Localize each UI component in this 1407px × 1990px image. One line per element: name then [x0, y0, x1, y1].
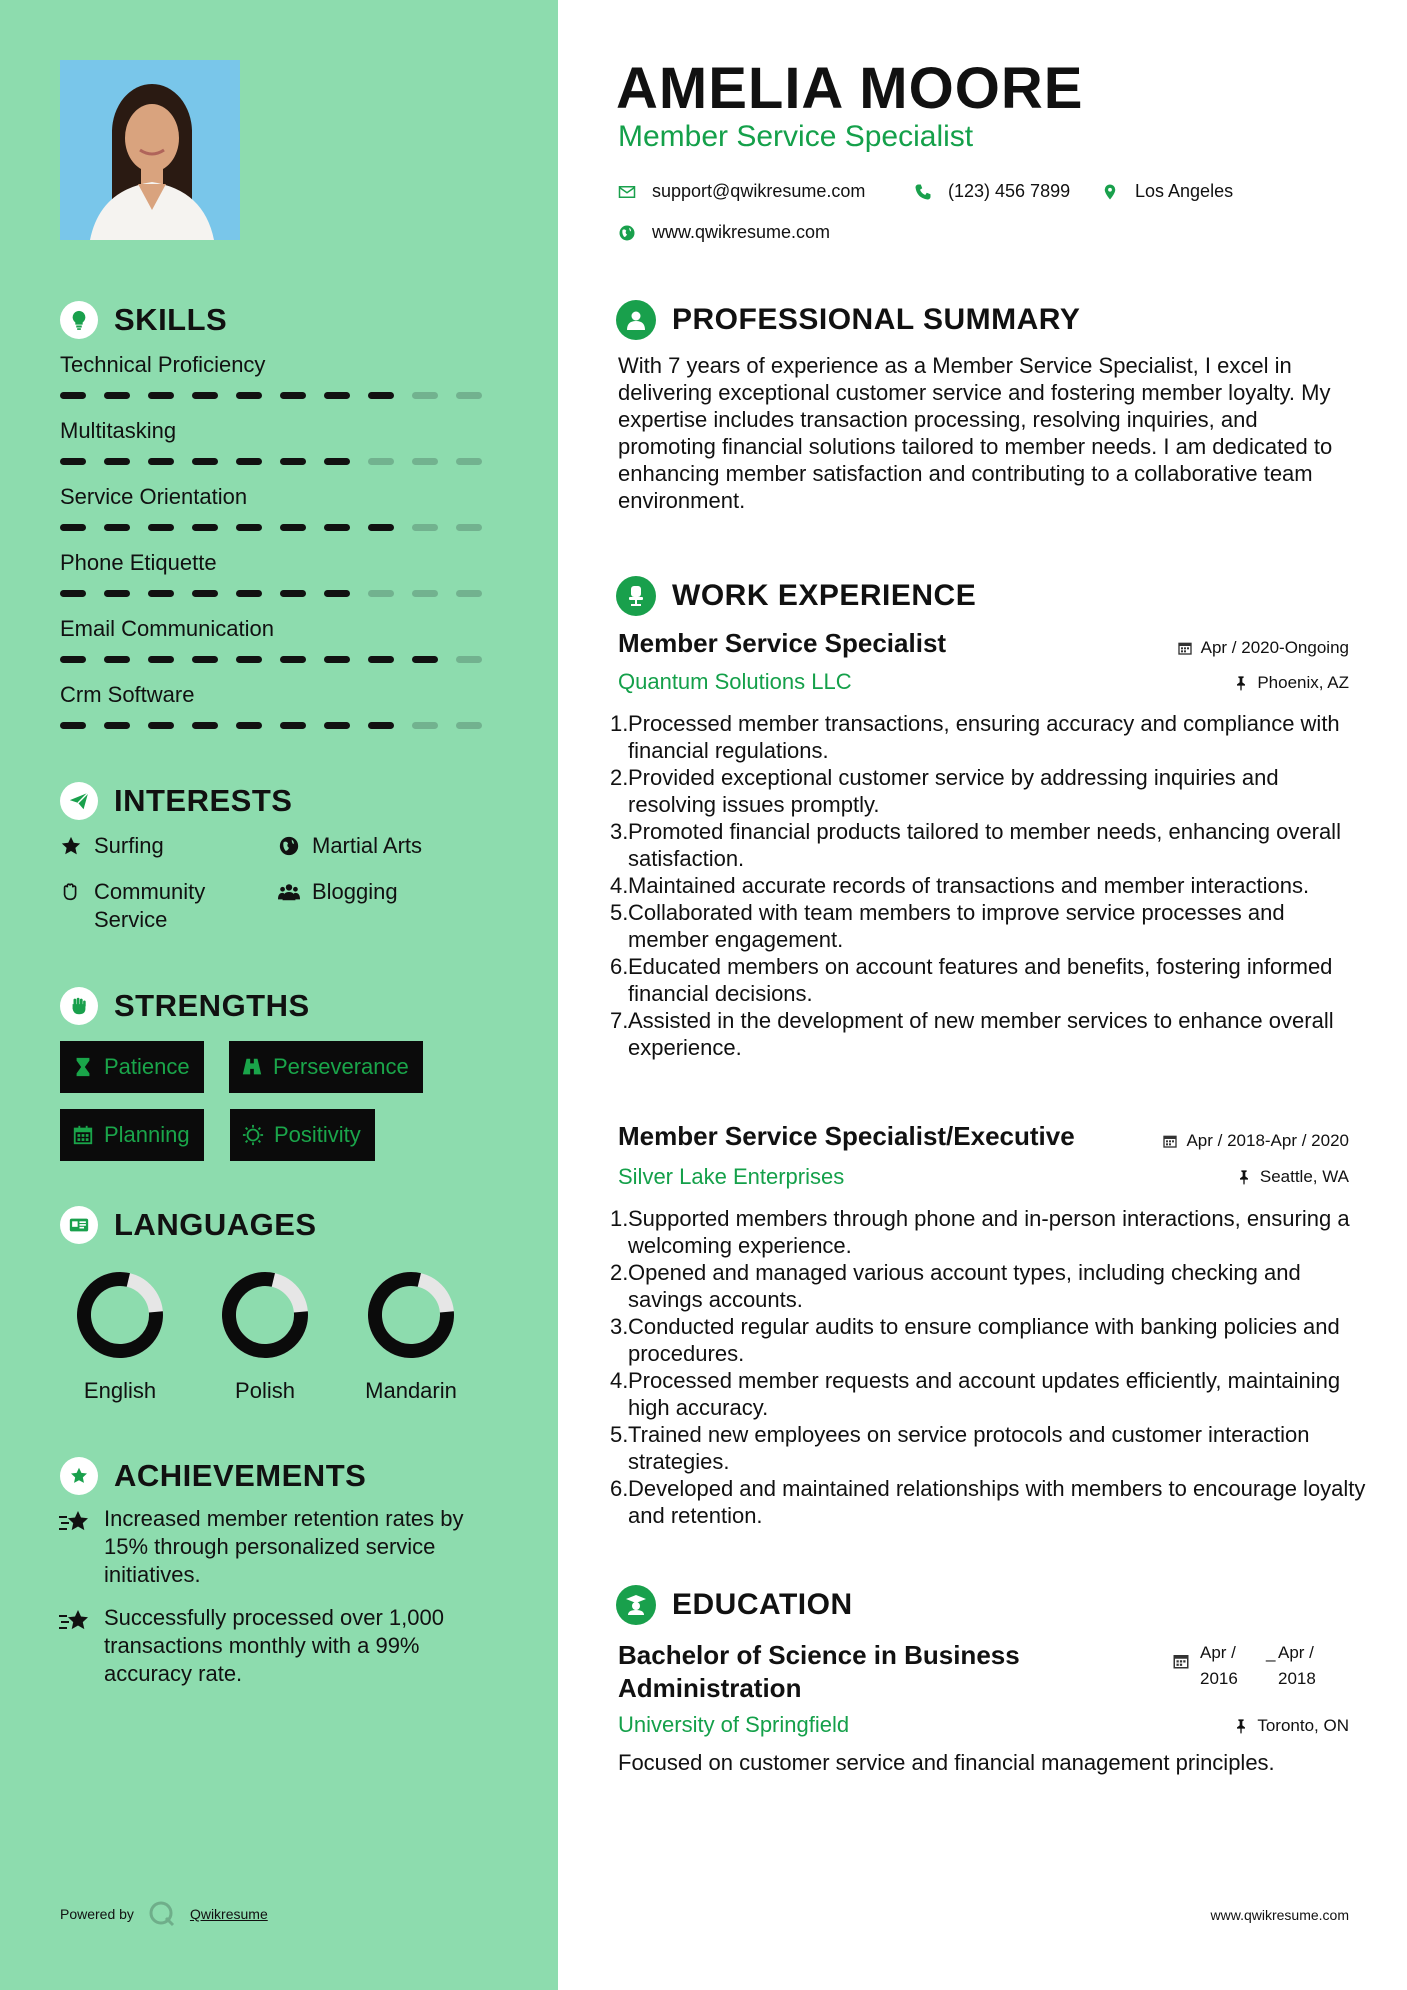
- hourglass-icon: [72, 1056, 94, 1078]
- skill-level-segment: [148, 458, 174, 465]
- skill-level-segment: [104, 590, 130, 597]
- interest-martial-arts: [276, 832, 422, 860]
- pushpin-icon: [1236, 1169, 1252, 1185]
- strengths-heading: [60, 987, 310, 1025]
- binoculars-icon: [241, 1056, 263, 1078]
- skill-level-segment: [104, 722, 130, 729]
- list-text: Processed member transactions, ensuring accuracy and compliance with financial regulations.: [628, 711, 1340, 763]
- skill-level-segment: [456, 722, 482, 729]
- language-donut: [75, 1270, 165, 1360]
- list-text: Maintained accurate records of transactions and member interactions.: [628, 873, 1310, 898]
- id-card-icon: [60, 1206, 98, 1244]
- main-content: [558, 0, 1407, 1990]
- list-item: [610, 764, 1366, 818]
- skill-level-segment: [456, 458, 482, 465]
- skill-level-segment: [192, 590, 218, 597]
- skill-level-segment: [280, 722, 306, 729]
- skills-heading: [60, 301, 227, 339]
- skill-name: Phone Etiquette: [60, 550, 217, 575]
- powered-by-label: Powered by: [60, 1906, 134, 1922]
- skill-level-segment: [456, 524, 482, 531]
- interest-surfing: [58, 832, 164, 860]
- degree-title: Bachelor of Science in Business Administration: [618, 1640, 1020, 1703]
- skill-level-segment: [60, 392, 86, 399]
- job-location-text: Phoenix, AZ: [1257, 673, 1349, 692]
- skill-level-bar: [60, 590, 500, 597]
- strength-label: Patience: [104, 1054, 190, 1079]
- skill-level-segment: [148, 392, 174, 399]
- list-text: Provided exceptional customer service by addressing inquiries and resolving issues promptly.: [628, 765, 1279, 817]
- globe-icon: [276, 833, 302, 859]
- skill-level-segment: [280, 458, 306, 465]
- calendar-icon: [1177, 640, 1193, 656]
- skill-level-segment: [456, 392, 482, 399]
- skill-level-segment: [236, 722, 262, 729]
- skill-level-segment: [456, 590, 482, 597]
- list-item: [610, 1205, 1366, 1259]
- map-pin-icon: [1101, 183, 1119, 201]
- list-item: [610, 872, 1366, 899]
- job-bullets: [610, 1205, 1366, 1529]
- skill-level-segment: [368, 722, 394, 729]
- education-start: Apr / 2016: [1200, 1643, 1238, 1688]
- list-text: Developed and maintained relationships with members to encourage loyalty and retention.: [628, 1476, 1366, 1528]
- job-location: [1236, 1167, 1349, 1187]
- lightbulb-icon: [60, 301, 98, 339]
- summary-title: PROFESSIONAL SUMMARY: [672, 303, 1081, 336]
- skill-item: [60, 416, 500, 465]
- skill-level-segment: [456, 656, 482, 663]
- experience-title: WORK EXPERIENCE: [672, 579, 977, 612]
- skill-level-segment: [148, 524, 174, 531]
- calendar-icon: [1162, 1133, 1178, 1149]
- list-text: Educated members on account features and benefits, fostering informed financial decisions.: [628, 954, 1333, 1006]
- job-title: Member Service Specialist: [618, 628, 947, 658]
- skill-name: Email Communication: [60, 616, 274, 641]
- skill-name: Multitasking: [60, 418, 177, 443]
- skill-item: [60, 350, 500, 399]
- skills-title: SKILLS: [114, 302, 228, 337]
- skill-level-segment: [104, 656, 130, 663]
- skill-level-segment: [368, 458, 394, 465]
- contact-phone[interactable]: [914, 181, 1070, 202]
- skill-level-segment: [60, 524, 86, 531]
- fist-icon: [60, 987, 98, 1025]
- skill-level-segment: [280, 590, 306, 597]
- language-item: [205, 1270, 325, 1404]
- achievement-item: [58, 1505, 508, 1589]
- date-separator: _: [1266, 1643, 1276, 1662]
- graduate-icon: [616, 1585, 656, 1625]
- pushpin-icon: [1233, 675, 1249, 691]
- skill-level-segment: [412, 656, 438, 663]
- job-location: [1233, 673, 1349, 693]
- email-text: support@qwikresume.com: [652, 181, 866, 201]
- calendar-icon: [1172, 1652, 1190, 1670]
- skill-level-segment: [324, 392, 350, 399]
- education-dates: [1172, 1640, 1338, 1692]
- phone-text: (123) 456 7899: [948, 181, 1071, 201]
- skill-level-segment: [148, 656, 174, 663]
- list-number: 2.: [610, 1260, 629, 1285]
- list-text: Assisted in the development of new member services to enhance overall experience.: [628, 1008, 1334, 1060]
- list-number: 5.: [610, 1422, 629, 1447]
- education-heading: [616, 1585, 853, 1625]
- list-text: Collaborated with team members to improve service processes and member engagement.: [628, 900, 1285, 952]
- interests-title: INTERESTS: [114, 783, 293, 818]
- skill-level-segment: [236, 392, 262, 399]
- skill-level-segment: [324, 524, 350, 531]
- skill-level-segment: [324, 590, 350, 597]
- skill-level-bar: [60, 392, 500, 399]
- strength-tag: [60, 1109, 204, 1161]
- list-item: [610, 899, 1366, 953]
- qwikresume-link[interactable]: Qwikresume: [189, 1906, 268, 1922]
- skill-level-bar: [60, 524, 500, 531]
- skill-name: Technical Proficiency: [60, 352, 266, 377]
- list-number: 5.: [610, 900, 629, 925]
- star-burst-icon: [60, 1457, 98, 1495]
- achievement-item: [58, 1604, 508, 1688]
- contact-website[interactable]: [618, 222, 830, 243]
- list-item: [610, 1475, 1366, 1529]
- list-number: 7.: [610, 1008, 629, 1033]
- interest-label: Community Service: [94, 879, 206, 932]
- company-name: Silver Lake Enterprises: [618, 1164, 845, 1189]
- education-location-text: Toronto, ON: [1257, 1716, 1349, 1735]
- achievement-text: Successfully processed over 1,000 transactions monthly with a 99% accuracy rate.: [104, 1605, 444, 1686]
- contact-email[interactable]: [618, 181, 865, 202]
- skill-level-bar: [60, 656, 500, 663]
- globe-icon: [618, 224, 636, 242]
- list-number: 3.: [610, 819, 629, 844]
- language-name: Polish: [235, 1378, 295, 1403]
- language-donut: [220, 1270, 310, 1360]
- skill-level-segment: [148, 722, 174, 729]
- skill-item: [60, 680, 500, 729]
- skill-level-segment: [236, 590, 262, 597]
- interests-heading: [60, 782, 292, 820]
- star-icon: [58, 833, 84, 859]
- list-text: Opened and managed various account types, including checking and savings accounts.: [628, 1260, 1301, 1312]
- list-text: Promoted financial products tailored to member needs, enhancing overall satisfaction.: [628, 819, 1341, 871]
- skill-level-bar: [60, 722, 500, 729]
- job-location-text: Seattle, WA: [1259, 1167, 1349, 1186]
- skill-level-segment: [324, 656, 350, 663]
- list-number: 2.: [610, 765, 629, 790]
- job-title: Member Service Specialist/Executive: [618, 1121, 1075, 1151]
- education-location: [1233, 1716, 1349, 1736]
- website-text: www.qwikresume.com: [652, 222, 831, 242]
- skill-level-segment: [192, 392, 218, 399]
- sun-icon: [242, 1124, 264, 1146]
- skill-level-segment: [368, 590, 394, 597]
- user-icon: [616, 300, 656, 340]
- skill-item: [60, 614, 500, 663]
- strength-tag: [60, 1041, 204, 1093]
- skill-level-segment: [412, 458, 438, 465]
- skill-item: [60, 548, 500, 597]
- strength-tag: [229, 1041, 423, 1093]
- hand-icon: [58, 879, 84, 905]
- strength-label: Planning: [104, 1122, 190, 1147]
- achievements-heading: [60, 1457, 366, 1495]
- languages-heading: [60, 1206, 317, 1244]
- skill-level-segment: [104, 458, 130, 465]
- candidate-name: AMELIA MOORE: [616, 56, 1084, 121]
- job-dates: [1177, 638, 1349, 658]
- strengths-title: STRENGTHS: [114, 988, 310, 1023]
- education-title: EDUCATION: [672, 1588, 853, 1621]
- experience-heading: [616, 576, 976, 616]
- skill-level-segment: [104, 524, 130, 531]
- skill-level-segment: [412, 590, 438, 597]
- skill-level-segment: [60, 590, 86, 597]
- skill-level-segment: [192, 722, 218, 729]
- paper-plane-icon: [60, 782, 98, 820]
- list-number: 6.: [610, 1476, 629, 1501]
- skill-level-segment: [236, 656, 262, 663]
- skill-level-segment: [412, 722, 438, 729]
- list-text: Processed member requests and account updates efficiently, maintaining high accuracy.: [628, 1368, 1341, 1420]
- skill-level-segment: [192, 656, 218, 663]
- skill-level-segment: [280, 392, 306, 399]
- profile-photo: [60, 60, 240, 240]
- school-name: University of Springfield: [618, 1712, 850, 1737]
- skill-level-segment: [368, 656, 394, 663]
- summary-text: With 7 years of experience as a Member Service Specialist, I excel in delivering exceptional customer service and fostering member loyalty. My expertise includes transaction processing, resolving inquiries, and promoting financial solutions tailored to member needs. I am dedicated to enhancing member satisfaction and contributing to a collaborative team environment.: [618, 353, 1333, 513]
- languages-title: LANGUAGES: [114, 1207, 317, 1242]
- candidate-title: Member Service Specialist: [618, 120, 974, 153]
- sidebar: [0, 0, 558, 1990]
- skill-item: [60, 482, 500, 531]
- envelope-icon: [618, 183, 636, 201]
- interest-label: Surfing: [94, 833, 164, 858]
- interest-label: Blogging: [312, 879, 398, 904]
- list-item: [610, 818, 1366, 872]
- education-end: Apr / 2018: [1278, 1643, 1316, 1688]
- strength-label: Positivity: [274, 1122, 361, 1147]
- achievements-title: ACHIEVEMENTS: [114, 1458, 367, 1493]
- skill-level-segment: [60, 458, 86, 465]
- skill-level-segment: [60, 656, 86, 663]
- list-item: [610, 1313, 1366, 1367]
- skill-level-segment: [236, 524, 262, 531]
- skill-level-segment: [280, 656, 306, 663]
- achievement-text: Increased member retention rates by 15% through personalized service initiatives.: [104, 1506, 464, 1587]
- list-number: 3.: [610, 1314, 629, 1339]
- interest-blogging: [276, 878, 398, 906]
- skill-level-segment: [280, 524, 306, 531]
- list-text: Trained new employees on service protocols and customer interaction strategies.: [628, 1422, 1310, 1474]
- footer-url[interactable]: www.qwikresume.com: [1210, 1907, 1349, 1923]
- skill-level-segment: [324, 458, 350, 465]
- skill-level-segment: [412, 392, 438, 399]
- job-dates-text: Apr / 2018-Apr / 2020: [1186, 1131, 1349, 1150]
- powered-by: [60, 1900, 268, 1928]
- skill-level-segment: [104, 392, 130, 399]
- language-item: [60, 1270, 180, 1404]
- skill-name: Service Orientation: [60, 484, 248, 509]
- shooting-star-icon: [58, 1606, 92, 1634]
- skill-level-segment: [148, 590, 174, 597]
- list-text: Supported members through phone and in-person interactions, ensuring a welcoming experience.: [628, 1206, 1350, 1258]
- calendar-icon: [72, 1124, 94, 1146]
- interest-label: Martial Arts: [312, 833, 423, 858]
- list-item: [610, 1367, 1366, 1421]
- chair-icon: [616, 576, 656, 616]
- company-name: Quantum Solutions LLC: [618, 669, 852, 694]
- skill-level-segment: [368, 392, 394, 399]
- job-bullets: [610, 710, 1366, 1061]
- list-item: [610, 710, 1366, 764]
- pushpin-icon: [1233, 1718, 1249, 1734]
- skill-level-segment: [236, 458, 262, 465]
- skill-level-segment: [192, 524, 218, 531]
- language-item: [351, 1270, 471, 1404]
- shooting-star-icon: [58, 1507, 92, 1535]
- job-dates: [1162, 1131, 1349, 1151]
- list-number: 4.: [610, 1368, 629, 1393]
- education-description: Focused on customer service and financial management principles.: [618, 1750, 1275, 1775]
- list-number: 4.: [610, 873, 629, 898]
- skill-level-segment: [324, 722, 350, 729]
- job-dates-text: Apr / 2020-Ongoing: [1200, 638, 1349, 657]
- list-number: 1.: [610, 1206, 629, 1231]
- language-name: Mandarin: [365, 1378, 457, 1403]
- list-text: Conducted regular audits to ensure compliance with banking policies and procedures.: [628, 1314, 1340, 1366]
- skill-level-segment: [60, 722, 86, 729]
- strength-label: Perseverance: [273, 1054, 409, 1079]
- list-item: [610, 1259, 1366, 1313]
- list-item: [610, 953, 1366, 1007]
- list-item: [610, 1007, 1366, 1061]
- location-text: Los Angeles: [1135, 181, 1234, 201]
- strength-tag: [230, 1109, 375, 1161]
- list-number: 1.: [610, 711, 629, 736]
- list-item: [610, 1421, 1366, 1475]
- qwikresume-logo-icon: [148, 1900, 176, 1928]
- skill-level-segment: [192, 458, 218, 465]
- phone-icon: [914, 183, 932, 201]
- language-name: English: [83, 1378, 157, 1403]
- skill-level-segment: [368, 524, 394, 531]
- skill-level-bar: [60, 458, 500, 465]
- users-icon: [276, 879, 302, 905]
- list-number: 6.: [610, 954, 629, 979]
- skill-level-segment: [412, 524, 438, 531]
- interest-community-service: [58, 878, 248, 934]
- language-donut: [366, 1270, 456, 1360]
- skill-name: Crm Software: [60, 682, 195, 707]
- contact-location: [1101, 181, 1233, 202]
- summary-heading: [616, 300, 1080, 340]
